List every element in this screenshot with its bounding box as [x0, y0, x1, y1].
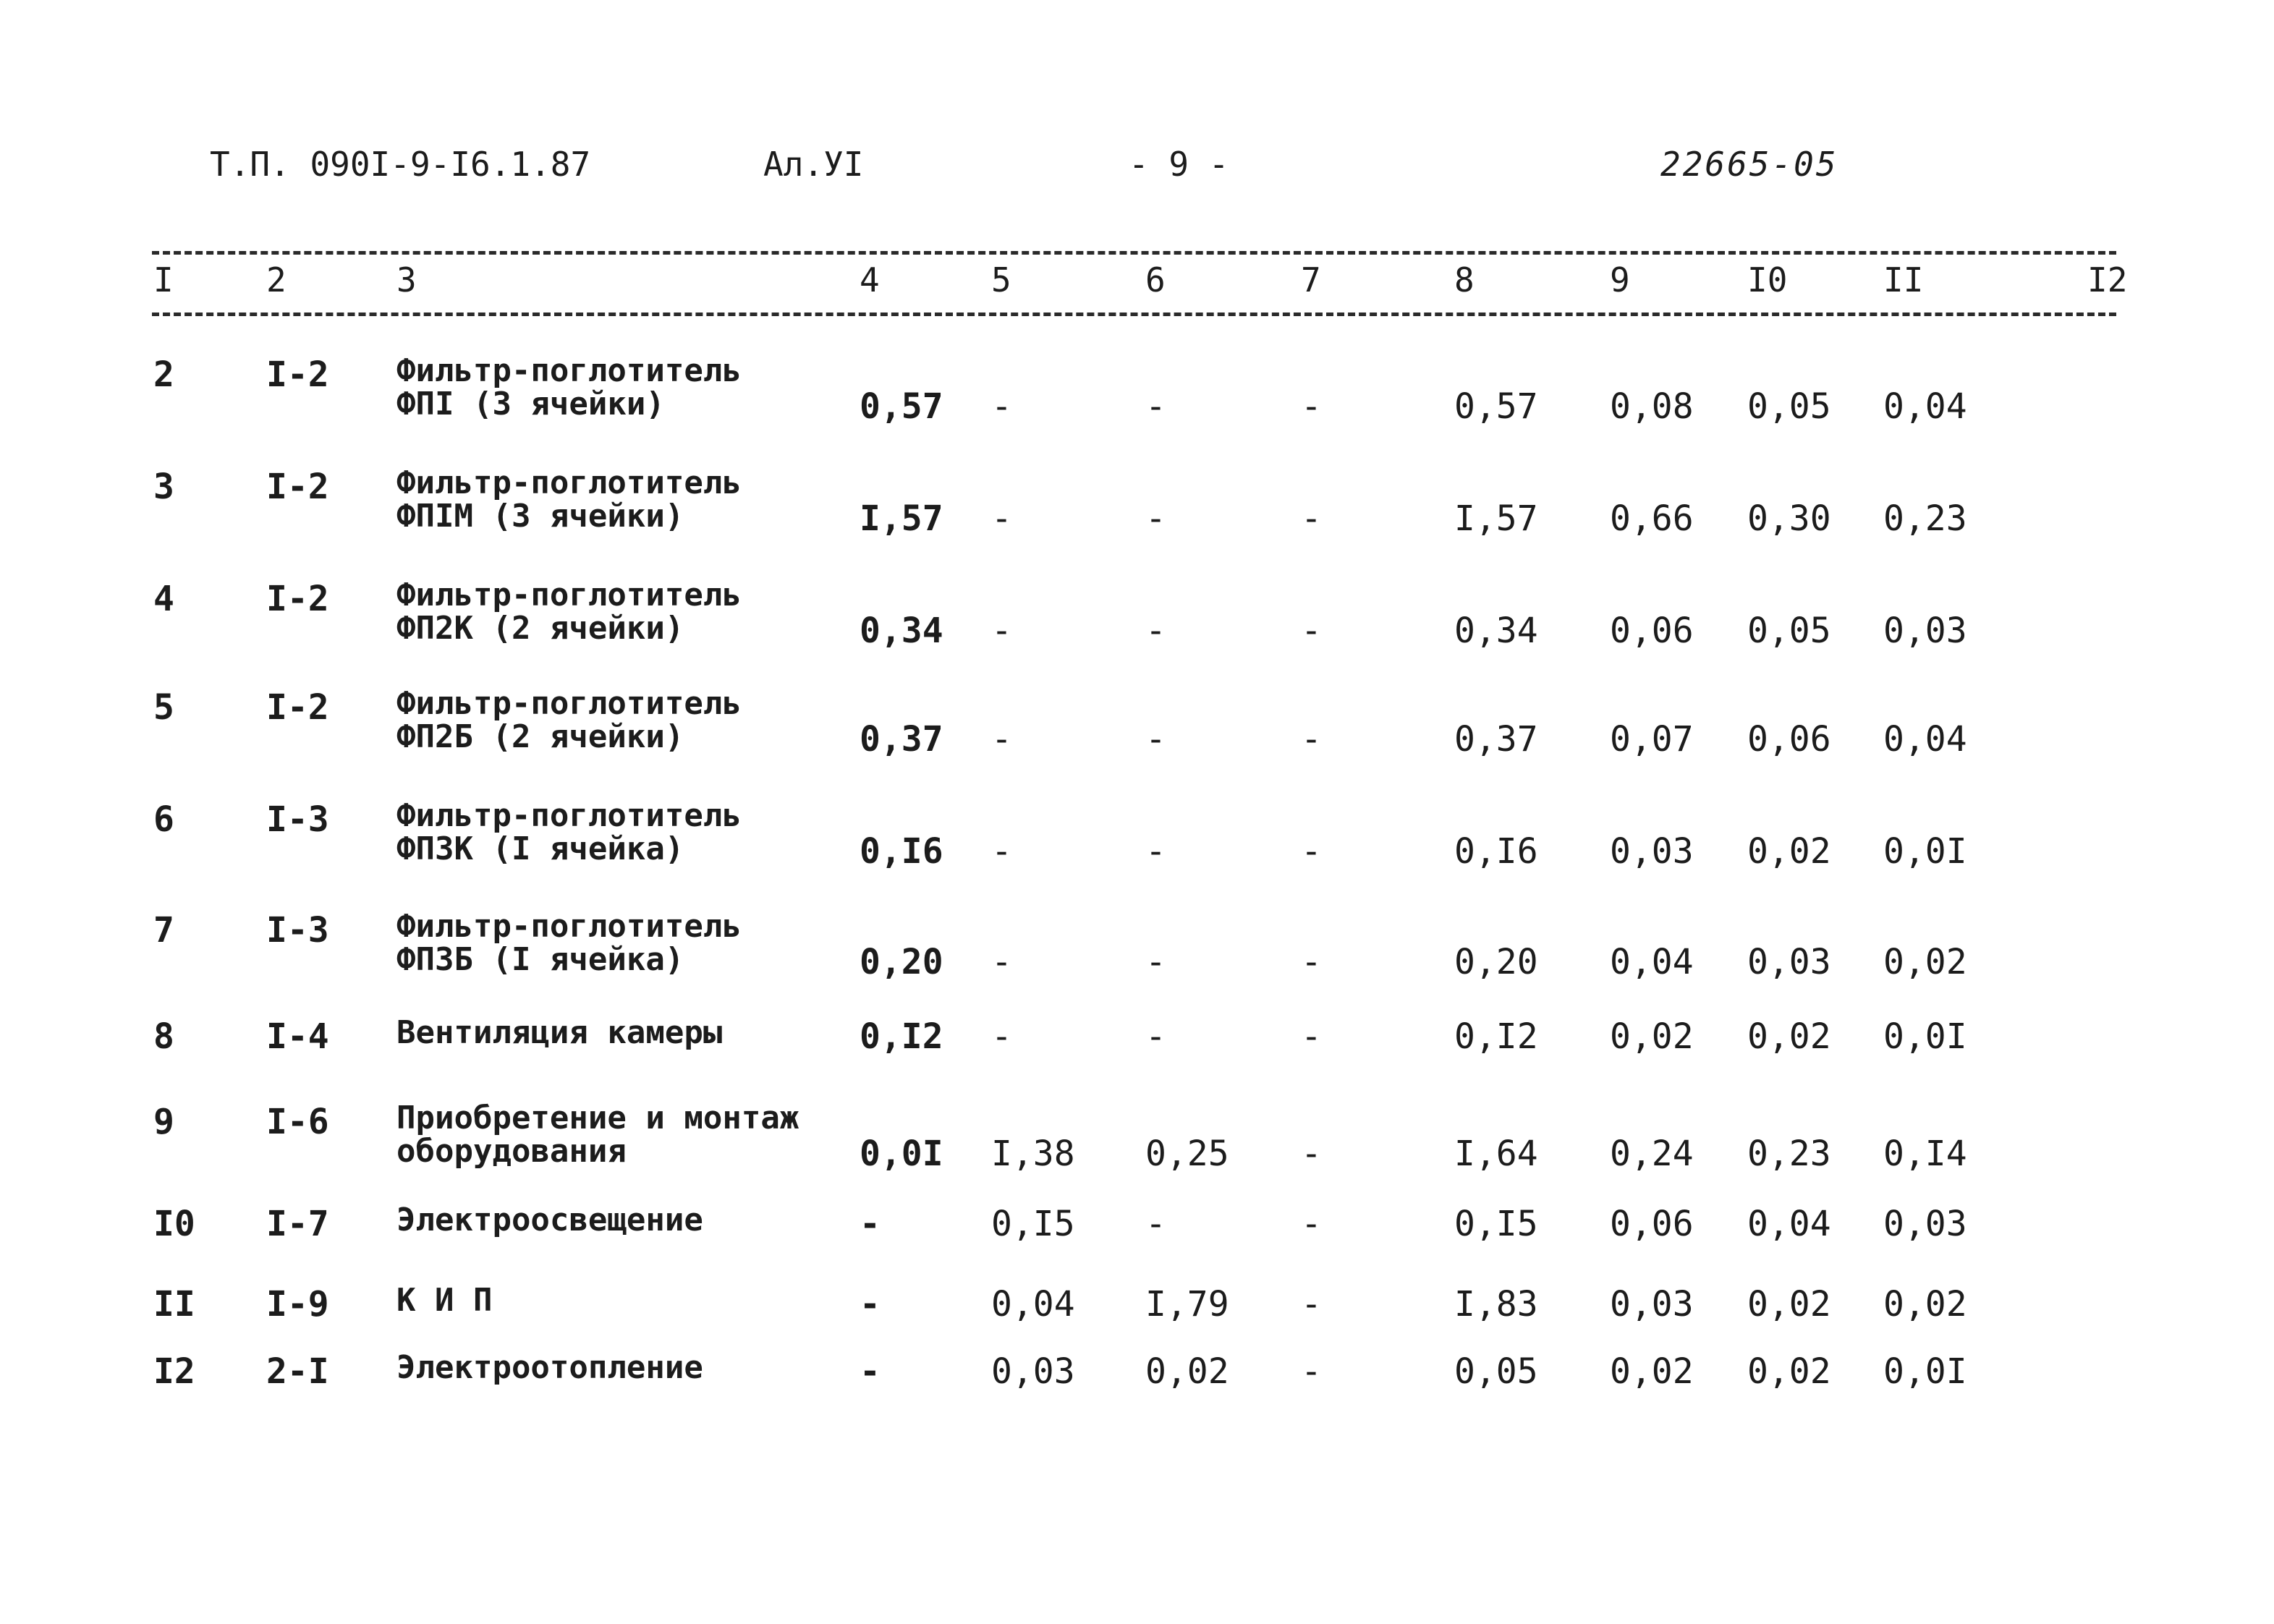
column-number: II: [1883, 260, 1924, 299]
value-cell: 0,03: [1610, 831, 1694, 872]
value-cell: -: [1301, 498, 1322, 539]
value-cell: 0,37: [1454, 719, 1538, 760]
section-ref: I-4: [266, 1016, 329, 1057]
value-cell: I,79: [1145, 1284, 1229, 1325]
value-cell: 0,03: [1747, 942, 1831, 982]
value-cell: 0,06: [1610, 611, 1694, 651]
page-number: - 9 -: [1129, 145, 1229, 184]
value-cell: I,57: [860, 498, 943, 539]
sheet-label: Ал.УI: [763, 145, 864, 184]
value-cell: 0,08: [1610, 386, 1694, 427]
column-number: 4: [860, 260, 880, 299]
value-cell: 0,04: [991, 1284, 1075, 1325]
value-cell: 0,07: [1610, 719, 1694, 760]
value-cell: 0,57: [860, 386, 943, 427]
value-cell: -: [1301, 611, 1322, 651]
value-cell: 0,25: [1145, 1134, 1229, 1174]
value-cell: I,83: [1454, 1284, 1538, 1325]
value-cell: 0,0I: [860, 1134, 943, 1174]
value-cell: I,57: [1454, 498, 1538, 539]
column-number: 6: [1145, 260, 1166, 299]
value-cell: 0,04: [1883, 719, 1967, 760]
column-number: I: [153, 260, 174, 299]
column-number: I2: [2087, 260, 2128, 299]
row-number: 5: [153, 687, 174, 728]
row-number: 2: [153, 354, 174, 395]
value-cell: 0,03: [1883, 1204, 1967, 1244]
value-cell: 0,03: [1610, 1284, 1694, 1325]
value-cell: I,64: [1454, 1134, 1538, 1174]
value-cell: 0,02: [1610, 1351, 1694, 1392]
column-number: I0: [1747, 260, 1788, 299]
value-cell: -: [1145, 611, 1166, 651]
value-cell: -: [1145, 831, 1166, 872]
column-number: 2: [266, 260, 287, 299]
value-cell: 0,0I: [1883, 1351, 1967, 1392]
value-cell: -: [1145, 386, 1166, 427]
column-number: 3: [396, 260, 417, 299]
value-cell: -: [860, 1204, 881, 1244]
section-ref: I-2: [266, 579, 329, 619]
row-number: 6: [153, 799, 174, 840]
value-cell: 0,I4: [1883, 1134, 1967, 1174]
value-cell: -: [991, 386, 1012, 427]
value-cell: 0,04: [1610, 942, 1694, 982]
value-cell: -: [991, 831, 1012, 872]
column-number: 9: [1610, 260, 1630, 299]
document-code: 22665-05: [1660, 145, 1838, 184]
value-cell: 0,23: [1883, 498, 1967, 539]
column-number: 7: [1301, 260, 1321, 299]
value-cell: 0,37: [860, 719, 943, 760]
row-number: I2: [153, 1351, 195, 1392]
value-cell: 0,02: [1610, 1016, 1694, 1057]
item-name: Фильтр-поглотитель ФП2Б (2 ячейки): [396, 685, 742, 755]
column-number: 5: [991, 260, 1011, 299]
value-cell: 0,04: [1747, 1204, 1831, 1244]
value-cell: -: [1301, 1351, 1322, 1392]
value-cell: 0,06: [1610, 1204, 1694, 1244]
value-cell: -: [991, 942, 1012, 982]
item-name: Приобретение и монтаж оборудования: [396, 1100, 799, 1170]
row-number: 3: [153, 467, 174, 507]
document-reference: Т.П. 090I-9-I6.1.87: [210, 145, 591, 184]
value-cell: 0,04: [1883, 386, 1967, 427]
value-cell: 0,05: [1747, 386, 1831, 427]
value-cell: 0,02: [1883, 942, 1967, 982]
value-cell: -: [1301, 1284, 1322, 1325]
value-cell: -: [1301, 1134, 1322, 1174]
value-cell: 0,I2: [860, 1016, 943, 1057]
value-cell: -: [1301, 1016, 1322, 1057]
value-cell: 0,20: [860, 942, 943, 982]
row-number: 8: [153, 1016, 174, 1057]
value-cell: -: [991, 719, 1012, 760]
value-cell: 0,I6: [860, 831, 943, 872]
section-ref: I-7: [266, 1204, 329, 1244]
value-cell: 0,23: [1747, 1134, 1831, 1174]
value-cell: -: [860, 1284, 881, 1325]
value-cell: -: [1145, 719, 1166, 760]
section-ref: I-3: [266, 799, 329, 840]
column-number: 8: [1454, 260, 1475, 299]
value-cell: 0,66: [1610, 498, 1694, 539]
value-cell: 0,I5: [991, 1204, 1075, 1244]
section-ref: I-9: [266, 1284, 329, 1325]
value-cell: -: [1301, 719, 1322, 760]
value-cell: -: [991, 1016, 1012, 1057]
value-cell: 0,I6: [1454, 831, 1538, 872]
value-cell: 0,I5: [1454, 1204, 1538, 1244]
section-ref: I-2: [266, 467, 329, 507]
value-cell: 0,02: [1747, 831, 1831, 872]
value-cell: 0,0I: [1883, 1016, 1967, 1057]
value-cell: -: [1301, 386, 1322, 427]
section-ref: I-6: [266, 1102, 329, 1142]
section-ref: 2-I: [266, 1351, 329, 1392]
value-cell: -: [860, 1351, 881, 1392]
value-cell: 0,03: [991, 1351, 1075, 1392]
value-cell: -: [1145, 498, 1166, 539]
row-number: 4: [153, 579, 174, 619]
value-cell: -: [991, 611, 1012, 651]
row-number: I0: [153, 1204, 195, 1244]
value-cell: 0,0I: [1883, 831, 1967, 872]
row-number: 9: [153, 1102, 174, 1142]
value-cell: I,38: [991, 1134, 1075, 1174]
section-ref: I-2: [266, 687, 329, 728]
row-number: 7: [153, 910, 174, 951]
value-cell: 0,34: [860, 611, 943, 651]
item-name: Фильтр-поглотитель ФП2К (2 ячейки): [396, 577, 742, 647]
value-cell: 0,02: [1145, 1351, 1229, 1392]
item-name: Фильтр-поглотитель ФПIМ (3 ячейки): [396, 464, 742, 535]
value-cell: 0,02: [1747, 1016, 1831, 1057]
value-cell: 0,30: [1747, 498, 1831, 539]
value-cell: 0,57: [1454, 386, 1538, 427]
value-cell: -: [1301, 942, 1322, 982]
table-header-rule: [152, 313, 2116, 316]
value-cell: 0,02: [1747, 1284, 1831, 1325]
item-name: Электроосвещение: [396, 1202, 703, 1238]
value-cell: -: [1145, 942, 1166, 982]
item-name: Электроотопление: [396, 1349, 703, 1386]
value-cell: -: [1301, 831, 1322, 872]
item-name: К И П: [396, 1282, 493, 1319]
value-cell: 0,I2: [1454, 1016, 1538, 1057]
item-name: Вентиляция камеры: [396, 1014, 723, 1051]
value-cell: 0,05: [1747, 611, 1831, 651]
value-cell: 0,02: [1883, 1284, 1967, 1325]
item-name: Фильтр-поглотитель ФПI (3 ячейки): [396, 352, 742, 422]
item-name: Фильтр-поглотитель ФП3К (I ячейка): [396, 797, 742, 867]
item-name: Фильтр-поглотитель ФП3Б (I ячейка): [396, 908, 742, 978]
value-cell: -: [991, 498, 1012, 539]
value-cell: 0,24: [1610, 1134, 1694, 1174]
table-top-rule: [152, 251, 2116, 255]
value-cell: 0,06: [1747, 719, 1831, 760]
value-cell: -: [1145, 1016, 1166, 1057]
value-cell: 0,20: [1454, 942, 1538, 982]
value-cell: -: [1145, 1204, 1166, 1244]
value-cell: 0,34: [1454, 611, 1538, 651]
section-ref: I-3: [266, 910, 329, 951]
value-cell: 0,03: [1883, 611, 1967, 651]
value-cell: 0,05: [1454, 1351, 1538, 1392]
row-number: II: [153, 1284, 195, 1325]
section-ref: I-2: [266, 354, 329, 395]
value-cell: 0,02: [1747, 1351, 1831, 1392]
value-cell: -: [1301, 1204, 1322, 1244]
